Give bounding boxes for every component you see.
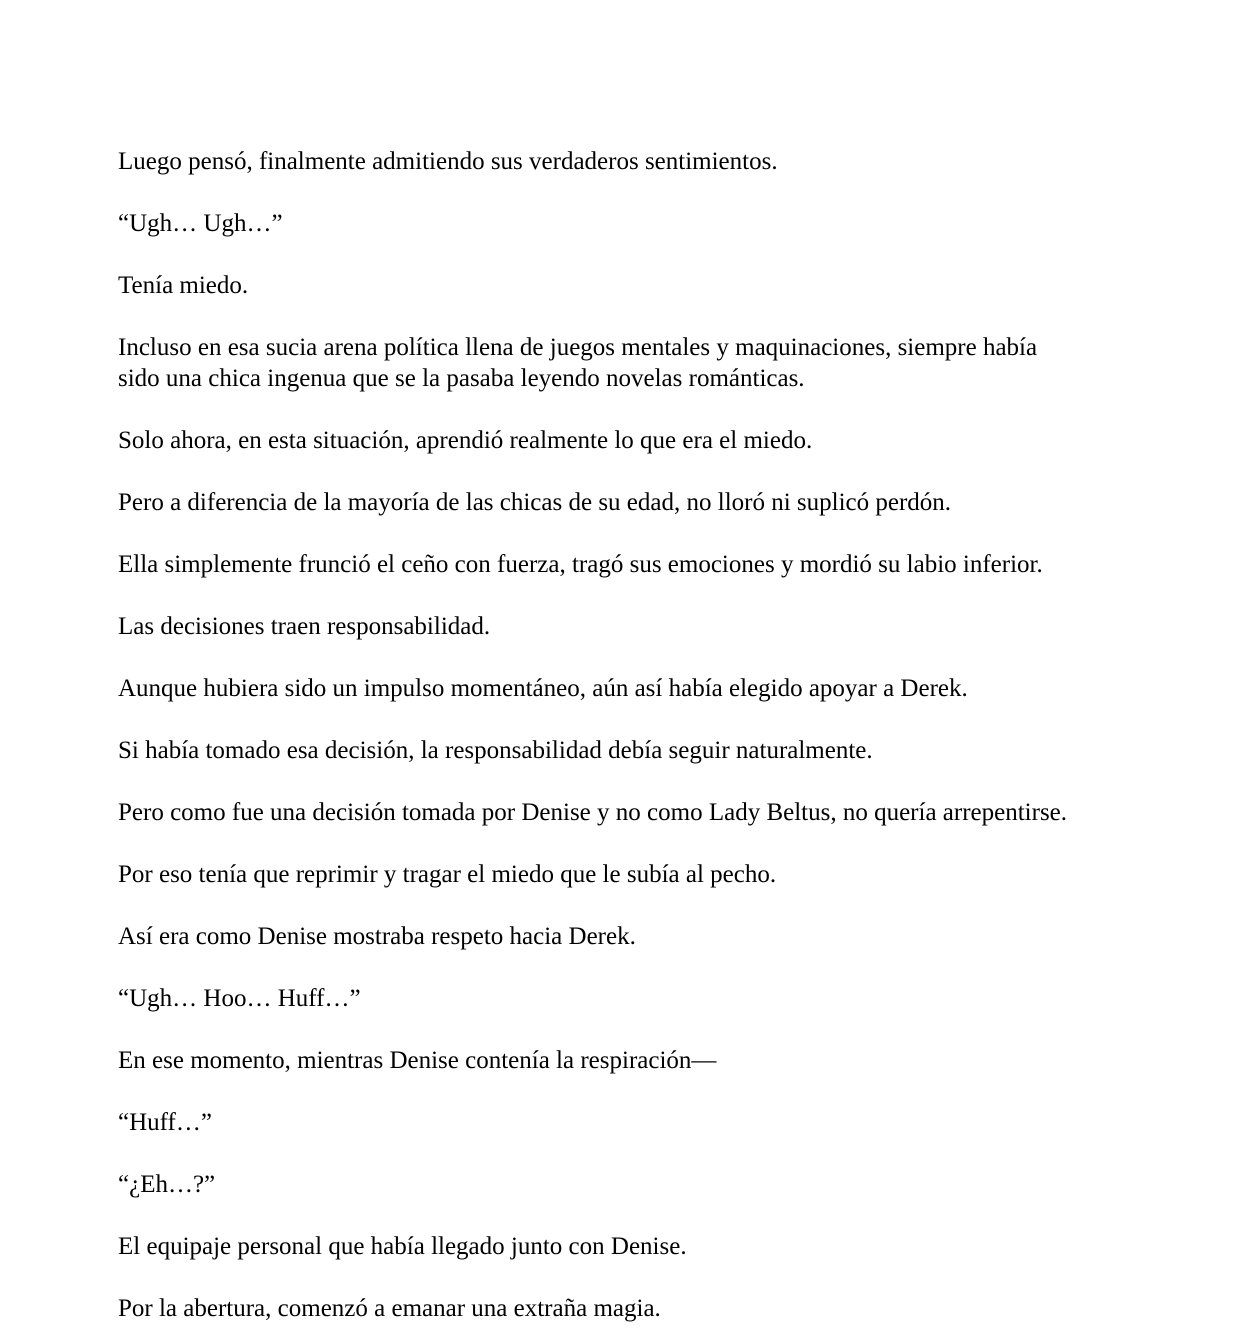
paragraph: El equipaje personal que había llegado junto con Denise. [118,1233,687,1260]
paragraph: Por la abertura, comenzó a emanar una extraña magia. [118,1295,661,1322]
paragraph: “Huff…” [118,1109,212,1136]
paragraph: “Ugh… Hoo… Huff…” [118,985,361,1012]
paragraph: Incluso en esa sucia arena política llena de juegos mentales y maquinaciones, siempre había sido una chica ingenua que se la pasaba leyendo novelas románticas. [118,334,1038,392]
paragraph: Pero a diferencia de la mayoría de las chicas de su edad, no lloró ni suplicó perdón. [118,489,952,516]
paragraph: Luego pensó, finalmente admitiendo sus verdaderos sentimientos. [118,148,778,175]
paragraph: “¿Eh…?” [118,1171,216,1198]
paragraph: Solo ahora, en esta situación, aprendió realmente lo que era el miedo. [118,427,813,454]
paragraph: “Ugh… Ugh…” [118,210,283,237]
paragraph: Aunque hubiera sido un impulso momentáneo, aún así había elegido apoyar a Derek. [118,675,968,702]
paragraph: Si había tomado esa decisión, la responsabilidad debía seguir naturalmente. [118,737,873,764]
paragraph: Tenía miedo. [118,272,249,299]
paragraph: En ese momento, mientras Denise contenía la respiración— [118,1047,717,1074]
paragraph: Ella simplemente frunció el ceño con fuerza, tragó sus emociones y mordió su labio inferior. [118,551,1043,578]
paragraph: Pero como fue una decisión tomada por Denise y no como Lady Beltus, no quería arrepentirse. [118,799,1068,826]
paragraph: Así era como Denise mostraba respeto hacia Derek. [118,923,636,950]
paragraph: Por eso tenía que reprimir y tragar el miedo que le subía al pecho. [118,861,777,888]
document-body [118,146,1128,1324]
paragraph: Las decisiones traen responsabilidad. [118,613,491,640]
